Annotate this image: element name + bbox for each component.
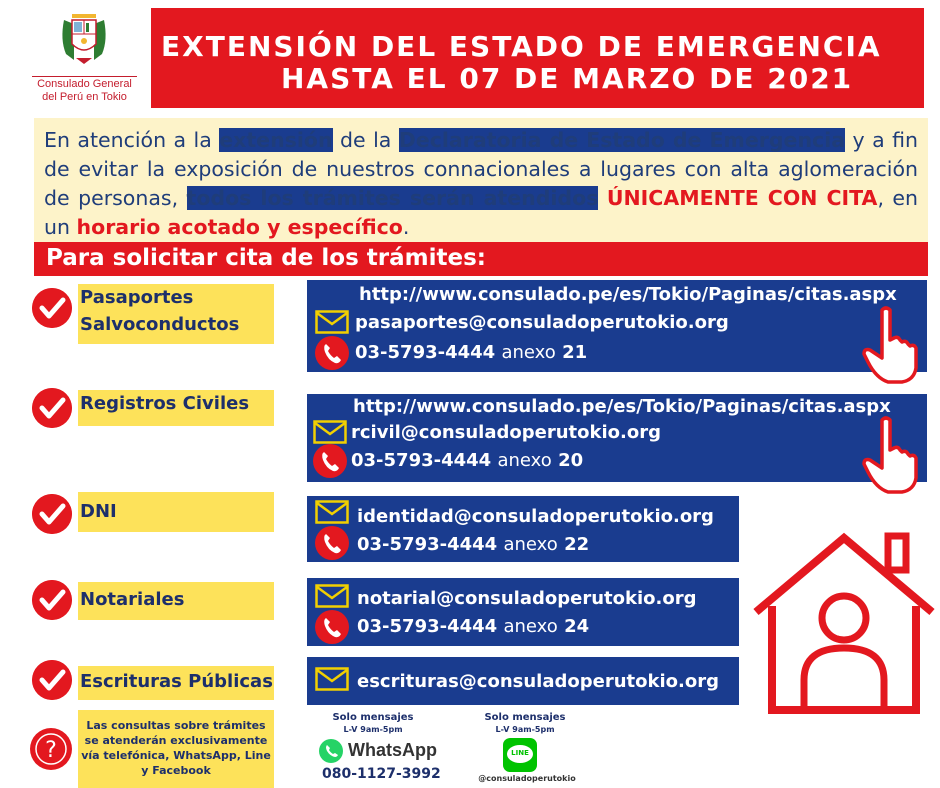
line-icon-label: LINE: [511, 749, 529, 757]
svg-text:?: ?: [45, 738, 57, 763]
phone-icon: [315, 336, 349, 370]
citas-link[interactable]: http://www.consulado.pe/es/Tokio/Paginas/citas.aspx: [353, 396, 891, 417]
email-link[interactable]: rcivil@consuladoperutokio.org: [351, 422, 661, 443]
phone-number[interactable]: 03-5793-4444: [357, 534, 498, 555]
phone-icon: [315, 610, 349, 644]
consulta-note: [78, 710, 274, 788]
mail-icon: [315, 667, 349, 691]
label-pasaportes-1: Pasaportes: [80, 287, 194, 308]
intro-bold-3: todos los trámites serán atendidos: [186, 186, 599, 210]
email-link[interactable]: identidad@consuladoperutokio.org: [357, 506, 714, 527]
intro-red-1: ÚNICAMENTE CON CITA: [606, 186, 878, 210]
label-pasaportes-2: Salvoconductos: [80, 314, 240, 335]
logo-caption-line1: Consulado General: [37, 78, 132, 90]
pointer-hand-icon: [862, 306, 920, 384]
contact-box-dni: [307, 496, 739, 562]
mail-icon: [315, 584, 349, 608]
intro-text: [34, 118, 928, 242]
anexo-word: anexo: [501, 342, 556, 363]
intro-text-3: y a fin de evitar la exposición de nuestros connacionales a lugares con alta aglomeración de personas,: [44, 128, 918, 210]
contact-box-pasaportes: [307, 280, 927, 372]
phone-line: [351, 450, 583, 471]
anexo-number: 20: [558, 450, 584, 471]
title-line1: EXTENSIÓN DEL ESTADO DE EMERGENCIA: [161, 30, 882, 63]
email-link[interactable]: notarial@consuladoperutokio.org: [357, 588, 697, 609]
label-registros-civiles-text: Registros Civiles: [80, 393, 250, 414]
whatsapp-name: WhatsApp: [348, 740, 437, 760]
line-icon[interactable]: [503, 738, 537, 772]
mail-icon: [315, 310, 349, 334]
check-icon: [32, 388, 72, 428]
label-notariales: [78, 582, 274, 620]
phone-line: [357, 616, 589, 637]
label-pasaportes: [78, 284, 274, 344]
whatsapp-hours: L-V 9am-5pm: [343, 725, 403, 734]
stay-home-house-icon: [748, 530, 940, 720]
label-registros-civiles: [78, 390, 274, 426]
solicit-heading-bar: [34, 242, 928, 276]
pointer-hand-icon: [862, 416, 920, 494]
citas-link[interactable]: http://www.consulado.pe/es/Tokio/Paginas/citas.aspx: [359, 284, 897, 305]
phone-number[interactable]: 03-5793-4444: [351, 450, 492, 471]
anexo-number: 24: [564, 616, 590, 637]
intro-text-4: , en un: [44, 186, 918, 239]
anexo-word: anexo: [503, 534, 558, 555]
solicit-heading: Para solicitar cita de los trámites:: [46, 245, 486, 271]
consulta-text: Las consultas sobre trámites se atenderán exclusivamente vía telefónica, WhatsApp, Line y Facebook: [81, 719, 271, 777]
check-icon: [32, 660, 72, 700]
check-icon: [32, 494, 72, 534]
phone-line: [357, 534, 589, 555]
whatsapp-icon[interactable]: [318, 738, 344, 764]
logo-caption: [22, 78, 147, 104]
mail-icon: [313, 420, 347, 444]
phone-number[interactable]: 03-5793-4444: [355, 342, 496, 363]
messaging-apps: [300, 706, 580, 788]
coat-of-arms-icon: [58, 10, 110, 66]
phone-icon: [315, 526, 349, 560]
phone-line: [355, 342, 587, 363]
contact-box-notariales: [307, 578, 739, 646]
label-escrituras: [78, 666, 274, 700]
line-handle[interactable]: @consuladoperutokio: [478, 774, 576, 783]
anexo-word: anexo: [497, 450, 552, 471]
intro-box: [34, 118, 928, 242]
intro-bold-2: Declaratoria de Estado de Emergencia: [398, 128, 846, 152]
phone-icon: [313, 444, 347, 478]
line-hours: L-V 9am-5pm: [495, 725, 555, 734]
whatsapp-number[interactable]: 080-1127-3992: [322, 766, 441, 782]
anexo-word: anexo: [503, 616, 558, 637]
label-escrituras-text: Escrituras Públicas: [80, 671, 273, 692]
label-dni: [78, 492, 274, 532]
title-line2: HASTA EL 07 DE MARZO DE 2021: [281, 62, 854, 95]
logo-caption-line2: del Perú en Tokio: [42, 91, 127, 103]
contact-box-escrituras: [307, 657, 739, 705]
contact-box-registros: [307, 394, 927, 482]
check-icon: [32, 288, 72, 328]
email-link[interactable]: pasaportes@consuladoperutokio.org: [355, 312, 729, 333]
anexo-number: 22: [564, 534, 590, 555]
intro-bold-1: extensión: [219, 128, 333, 152]
intro-text-2: de la: [332, 128, 399, 152]
email-link[interactable]: escrituras@consuladoperutokio.org: [357, 671, 719, 692]
line-tag: Solo mensajes: [484, 712, 566, 723]
intro-text-1: En atención a la: [44, 128, 220, 152]
title-banner: [151, 8, 924, 108]
label-dni-text: DNI: [80, 501, 117, 522]
whatsapp-tag: Solo mensajes: [332, 712, 414, 723]
question-icon: [30, 728, 72, 770]
mail-icon: [315, 500, 349, 524]
phone-number[interactable]: 03-5793-4444: [357, 616, 498, 637]
consulate-logo: [22, 6, 147, 111]
intro-red-2: horario acotado y específico: [76, 215, 403, 239]
anexo-number: 21: [562, 342, 588, 363]
check-icon: [32, 580, 72, 620]
intro-text-5: .: [402, 215, 410, 239]
label-notariales-text: Notariales: [80, 589, 185, 610]
